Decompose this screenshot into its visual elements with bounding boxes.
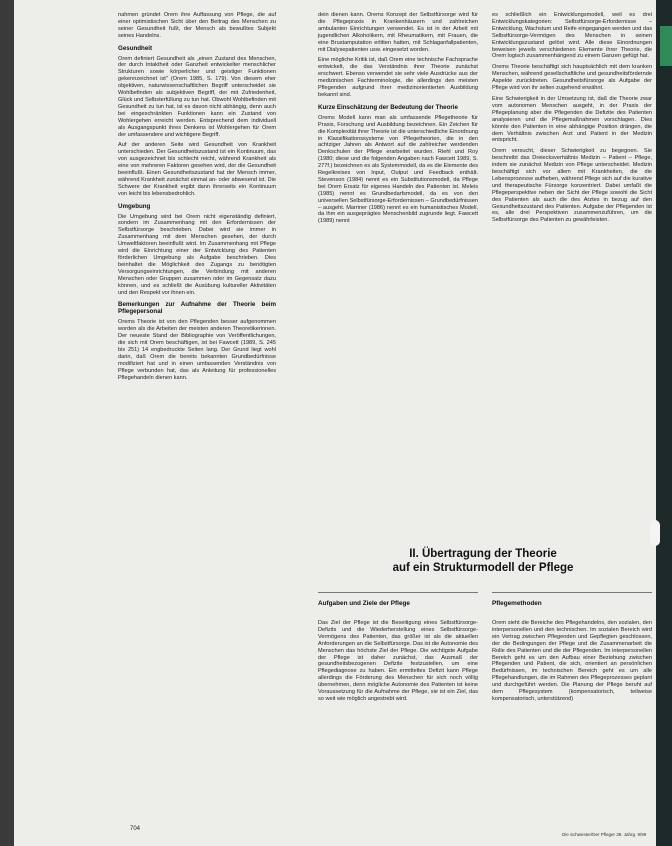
section-title-line-1: II. Übertragung der Theorie xyxy=(409,548,557,560)
green-tab-marker xyxy=(660,26,672,66)
gesundheit-paragraph-2: Auf der anderen Seite wird Gesundheit von Krankheit unterschieden. Der Gesundheitszustand ist ein Kontinuum, das von ausgezeichnet bis schlecht reicht, während Krankheit als eine von mehreren Faktoren gesehen wird, der die Gesundheit beeinflußt. Einen Gesundheitszustand hat der Mensch immer, während Krankheit zunächst einmal an- oder abwesend ist. Die Schwere der Krankheit ergibt dann ihrerseits ein Kontinuum von leicht bis lebensbedrohlich. xyxy=(118,142,276,197)
umgebung-paragraph: Die Umgebung wird bei Orem nicht eigenständig definiert, sondern im Zusammenhang mit den Erfordernissen der Selbstfürsorge beschrieben. Dabei wird sie immer in Zusammenhang mit dem Menschen gesehen, der durch Umweltfaktoren beeinflußt wird. Im Zusammenhang mit Pflege wird die Einrichtung einer der Entwicklung des Patienten förderlichen Umgebung als Aufgabe beschrieben. Dies beinhaltet die Möglichkeit des Zugangs zu benötigten Versorgungseinrichtungen, die Verbindung mit anderen Menschen oder Gruppen zusammen oder im Gegensatz dazu können, und es schließt die Ausübung kultureller Aktivitäten und den Respekt vor ihnen ein. xyxy=(118,213,276,296)
column-right xyxy=(492,12,652,228)
bemerkungen-paragraph: Orems Theorie ist von den Pflegenden besser aufgenommen worden als die Arbeiten der meisten anderen Theoretikerinnen. Der neueste Stand der Bibliographie von Veröffentlichungen, die sich mit Orem beschäftigen, ist bei Fawcett (1989, S. 245 bis 251) 14 engbedruckte Seiten lang. Der Grund liegt wohl darin, daß Orem die bereits bekannten Grundbedürfnisse modifiziert hat und in einen umfassenden Verständnis von Pflege verbunden hat, das als Anleitung für professionelles Pflegehandeln dienen kann. xyxy=(118,319,276,381)
kurze-paragraph: Orems Modell kann man als umfassende Pflegetheorie für Praxis, Forschung und Ausbildung bezeichnen. Ein Zeichen für die Komplexität ihrer Theorie ist die unterschiedliche Einordnung in Klassifikationssysteme von Pflegetheorien, die in den achtziger Jahren als Antwort auf die zahlreicher werdenden Denkschulen der Pflege erarbeitet wurden. Riehl und Roy (1980; diese und die folgenden Angaben nach Fawcett 1989, S. 277f.) bezeichnen es als Systemmodell, da es die Elemente des Regelkreises von Input, Output und Feedback enthält. Stevenson (1984) nennt es ein Substitutionsmodell, da Pflege bei Orem Ersatz für eigenes Handeln des Patienten ist. Meleis (1985) nennt es Grundbedarfsmodell, da es von den universellen Selbstfürsorge-Erfordernissen – Grundbedürfnissen – ausgeht. Marriner (1986) nennt es ein humanistisches Modell, da ihm ein ausgeprägtes Menschenbild zugrunde liegt. Fawcett (1989) nennt xyxy=(318,114,478,225)
middle-paragraph-1: dein dienen kann. Orems Konzept der Selbstfürsorge wird für die Pflegepraxis in Krankenhäusern und zahlreichen ambulanten Einrichtungen verwendet. Es ist in der Arbeit mit jugendlichen Alkoholikern, mit Rheumatikern, mit Frauen, die eine Brustamputation erlitten hatten, mit Schlaganfallpatienten, mit Dialysepatienten usw. eingesetzt worden. xyxy=(318,12,478,53)
column-left xyxy=(118,12,276,385)
heading-kurze-einschaetzung: Kurze Einschätzung der Bedeutung der Theorie xyxy=(318,103,458,111)
pflegemethoden-paragraph: Orem sieht die Bereiche des Pflegehandelns, den sozialen, den interpersonellen und den technischen. Im sozialen Bereich wird ein Vertrag zwischen Pflegenden und Gepflegten geschlossen, der die Bedingungen der Pflege und die Zusammenarbeit die Rolle des Patienten und die der Pflegenden. Im interpersonellen Bereich geht es um den Aufbau einer Beziehung zwischen Pflegenden und Patient, die sich, orientiert an persönlichen Bedürfnissen, im technischen Bereich geht es um alle Pflegehandlungen, die im Rahmen des Pflegeprozesses geplant und durchgeführt werden. Die Planung der Pflege beruht auf dem Pflegesystem (kompensatorisch, teilweise kompensatorisch, unterstützend) xyxy=(492,620,652,702)
subheading-aufgaben: Aufgaben und Ziele der Pflege xyxy=(318,600,410,607)
right-paragraph-1: es schließlich ein Entwicklungsmodell, weil es drei Entwicklungskategorien: Selbstfürsorge-Erfordernisse – Entwicklung, Wachstum und Reife eingegangen werden und das Selbstfürsorge-Vermögen des Menschen in seinen Entwicklungszustand gelöst wird. Alle diese Einordnungen beweisen jeweils verschiedenen Elemente ihrer Theorie, die Orem logisch zusammenhängend zu einem Ganzen gefügt hat. xyxy=(492,12,652,60)
document-page xyxy=(14,0,662,846)
page-number: 704 xyxy=(130,826,141,832)
right-paragraph-2: Orems Theorie beschäftigt sich hauptsächlich mit dem kranken Menschen, während gesellschaftliche und gesundheitsfördernde Aspekte zurücktreten. Gesundheitsfürsorge als Aufgabe der Pflege wird von ihr selten zugehend erwähnt. xyxy=(492,64,652,92)
section-left-column xyxy=(318,620,478,707)
middle-paragraph-2: Eine mögliche Kritik ist, daß Orem eine technische Fachsprache entwickelt, die das Verständnis ihrer Theorie zunächst erschwert. Ebenso verwendet sie sehr viele Ausdrücke aus der medizinischen Fachterminologie, die allerdings den meisten Pflegenden aufgrund ihrer medizinorientierten Ausbildung bekannt sind. xyxy=(318,57,478,98)
divider-right xyxy=(492,592,652,593)
heading-umgebung: Umgebung xyxy=(118,202,151,210)
heading-bemerkungen: Bemerkungen zur Aufnahme der Theorie beim Pflegepersonal xyxy=(118,301,276,316)
intro-paragraph: nahmen gründet Orem ihre Auffassung von Pflege, die auf einer optimistischen Sicht über den Beitrag des Menschen zu seiner Gesundheit fußt, der Mensch als bewußtes Subjekt seines Handelns. xyxy=(118,12,276,39)
column-middle xyxy=(318,12,478,229)
heading-gesundheit: Gesundheit xyxy=(118,44,153,52)
white-edge-marker xyxy=(650,520,660,546)
section-title-line-2: auf ein Strukturmodell der Pflege xyxy=(392,562,574,574)
subheading-pflegemethoden: Pflegemethoden xyxy=(492,600,542,607)
binding-edge xyxy=(656,0,672,846)
divider-left xyxy=(318,592,478,593)
aufgaben-paragraph: Das Ziel der Pflege ist die Beseitigung eines Selbstfürsorge-Defizits und die Wiederherstellung eines Selbstfürsorge-Vermögens des Patienten, das größer ist als die aktuellen Anforderungen an die Selbstfürsorge. Das ist die Autonomie des Menschen das höchste Ziel der Pflege. Die wichtigste Aufgabe der Pflege ist daher zunächst, das Ausmaß der gesundheitsbezogenen Defizite festzustellen, um eine Pflegediagnose zu haben. Ein ermitteltes Defizit kann Pflege allerdings die Förderung des Menschen für sich noch völlig übernehmen, denn mögliche Autonomie des Patienten ist keine Voraussetzung für die Aufnahme der Pflege, sie ist ein Ziel, das so weit wie möglich angestrebt wird. xyxy=(318,620,478,702)
section-title xyxy=(318,547,648,575)
journal-footer: Die Schwester/Der Pfleger 38. Jahrg. 9/99 xyxy=(562,832,647,837)
right-paragraph-3: Eine Schwierigkeit in der Umsetzung ist, daß die Theorie zwar vom autonomen Menschen ausgeht, in der Praxis der Pflegeplanung aber die Pflegenden die Defizite des Patienten analysieren und die Pflegemaßnahmen vorschlagen. Dies könnte den Patienten in eine abhängige Position drängen, die dem Verhältnis zwischen Arzt und Patient in der Medizin entspricht. xyxy=(492,95,652,144)
right-paragraph-4: Orem versucht, dieser Schwierigkeit zu begegnen. Sie beschreibt das Dreiecksverhältnis Medizin – Patient – Pflege, indem sie zunächst Medizin von Pflege unterscheidet. Medizin beschäftigt sich vor allem mit Krankheiten, die die Lebensprozesse aufheben, während Pflege sich auf die kurative und therapeutische Fürsorge konzentriert. Dabei umfaßt die Pflegeperspektive neben der Sicht der Pflege sowohl die Sicht des Patienten als auch die des Arztes in bezug auf den Gesundheitszustand des Patienten. Aufgabe der Pflegenden ist es, alle drei Perspektiven zusammenzuführen, um die Selbstfürsorge des Patienten zu gewährleisten. xyxy=(492,148,652,224)
section-right-column xyxy=(492,620,652,707)
gesundheit-paragraph: Orem definiert Gesundheit als „einen Zustand des Menschen, der durch Intaktheit oder Ganzheit entwickelter menschlicher Strukturen sowie körperlicher und geistiger Funktionen gekennzeichnet ist" (Orem 1985, S. 179). Von diesem eher objektiven, naturwissenschaftlichen Begriff unterscheidet sie Wohlbefinden als subjektiven Begriff, der mit Zufriedenheit, Glück und Selbsterfüllung zu tun hat. Obwohl Wohlbefinden mit Gesundheit zu tun hat, ist es davon nicht abhängig, denn auch bei eingeschränkten Funktionen kann ein Zustand von Wohlergehen erreicht werden. Entsprechend dem individuell als Ausgangspunkt ihres Denkens ist Wohlergehen für Orem der umfassendere und wichtigere Begriff. xyxy=(118,55,276,138)
